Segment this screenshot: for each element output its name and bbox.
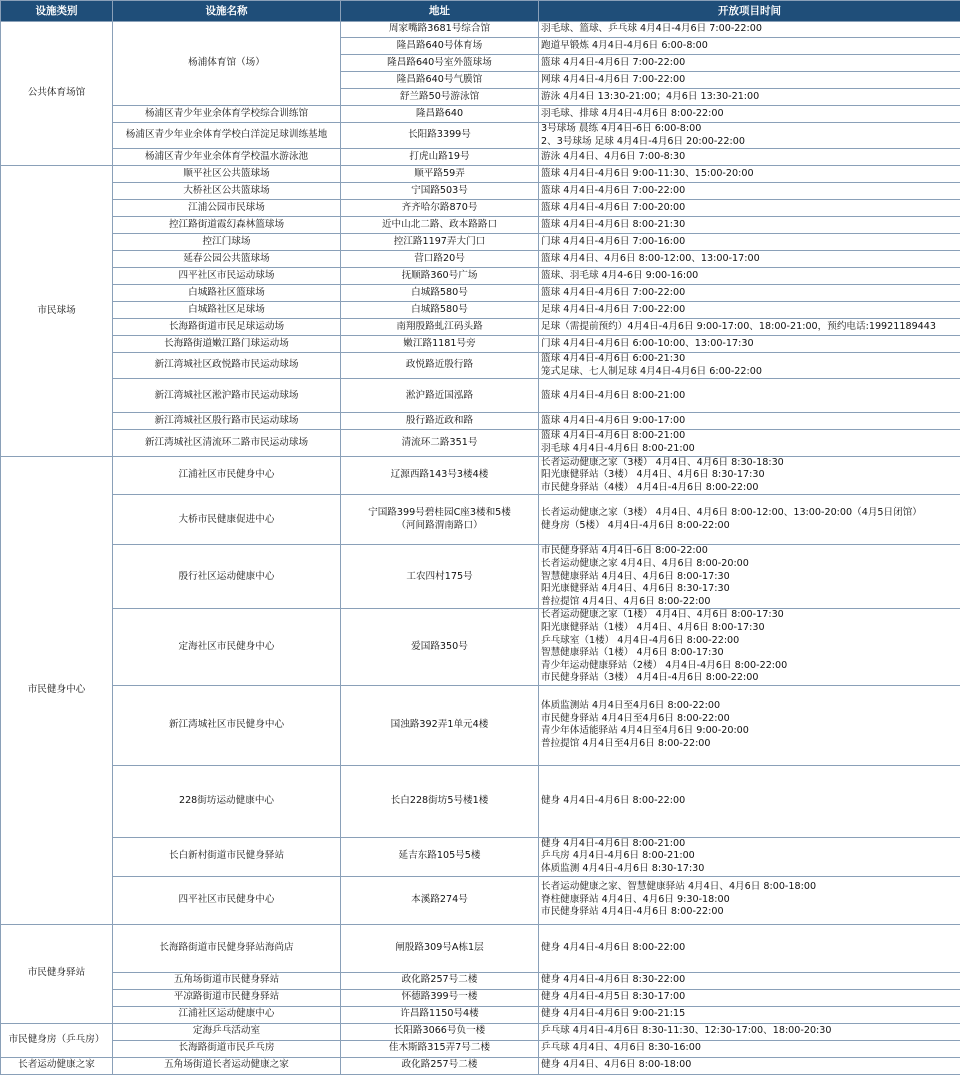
opening-hours-cell: 篮球 4月4日-4月6日 7:00-22:00 (539, 285, 960, 302)
address-cell: 延吉东路105号5楼 (341, 837, 539, 876)
opening-hours-cell: 游泳 4月4日 13:30-21:00；4月6日 13:30-21:00 (539, 89, 960, 106)
opening-hours-cell: 门球 4月4日-4月6日 6:00-10:00、13:00-17:30 (539, 336, 960, 353)
table-row (1, 545, 960, 609)
opening-hours-cell: 健身 4月4日、4月6日 8:00-18:00 (539, 1057, 960, 1074)
table-row (1, 924, 960, 972)
category-cell: 市民球场 (1, 166, 113, 456)
opening-hours-cell: 羽毛球、排球 4月4日-4月6日 8:00-22:00 (539, 106, 960, 123)
table-row (1, 22, 960, 38)
facility-name-cell: 白城路社区足球场 (113, 302, 341, 319)
opening-hours-cell: 长者运动健康之家、智慧健康驿站 4月4日、4月6日 8:00-18:00 脊柱健康驿站 4月4日、4月6日 9:30-18:00 市民健身驿站 4月4日-4月6日 8:00-22:00 (539, 876, 960, 924)
table-row (1, 379, 960, 413)
address-cell: 嫩江路1181号旁 (341, 336, 539, 353)
category-cell: 公共体育场馆 (1, 22, 113, 166)
address-cell: 宁国路399号碧桂园C座3楼和5楼 （河间路渭南路口） (341, 495, 539, 545)
table-row (1, 251, 960, 268)
table-row (1, 413, 960, 430)
opening-hours-cell: 羽毛球、篮球、乒乓球 4月4日-4月6日 7:00-22:00 (539, 22, 960, 38)
address-cell: 清流环二路351号 (341, 430, 539, 456)
opening-hours-cell: 篮球 4月4日、4月6日 8:00-12:00、13:00-17:00 (539, 251, 960, 268)
table-row (1, 183, 960, 200)
table-row (1, 106, 960, 123)
facility-name-cell: 平凉路街道市民健身驿站 (113, 989, 341, 1006)
facility-name-cell: 四平社区市民运动球场 (113, 268, 341, 285)
table-row (1, 989, 960, 1006)
opening-hours-cell: 篮球 4月4日-4月6日 7:00-22:00 (539, 183, 960, 200)
address-cell: 本溪路274号 (341, 876, 539, 924)
facility-name-cell: 长海路街道市民健身驿站海尚店 (113, 924, 341, 972)
facility-name-cell: 大桥市民健康促进中心 (113, 495, 341, 545)
address-cell: 近中山北二路、政本路路口 (341, 217, 539, 234)
address-cell: 顺平路59弄 (341, 166, 539, 183)
address-cell: 爱国路350号 (341, 609, 539, 686)
address-cell: 打虎山路19号 (341, 149, 539, 166)
category-cell: 市民健身房（乒乓房） (1, 1023, 113, 1057)
table-row (1, 200, 960, 217)
facility-name-cell: 江浦社区运动健康中心 (113, 1006, 341, 1023)
opening-hours-cell: 网球 4月4日-4月6日 7:00-22:00 (539, 72, 960, 89)
address-cell: 白城路580号 (341, 302, 539, 319)
opening-hours-cell: 健身 4月4日-4月6日 8:00-21:00 乒乓房 4月4日-4月6日 8:00-21:00 体质监测 4月4日-4月6日 8:30-17:30 (539, 837, 960, 876)
facility-name-cell: 长白新村街道市民健身驿站 (113, 837, 341, 876)
table-row (1, 353, 960, 379)
address-cell: 白城路580号 (341, 285, 539, 302)
table-row (1, 876, 960, 924)
address-cell: 政悦路近殷行路 (341, 353, 539, 379)
facility-name-cell: 控江路街道霞幻森林篮球场 (113, 217, 341, 234)
facility-name-cell: 新江湾城社区殷行路市民运动球场 (113, 413, 341, 430)
opening-hours-cell: 篮球 4月4日-4月6日 9:00-11:30、15:00-20:00 (539, 166, 960, 183)
address-cell: 怀德路399号一楼 (341, 989, 539, 1006)
address-cell: 政化路257号二楼 (341, 1057, 539, 1074)
header-facility-name: 设施名称 (113, 1, 341, 22)
table-body (1, 22, 960, 1075)
table-row (1, 495, 960, 545)
opening-hours-cell: 健身 4月4日-4月6日 8:00-22:00 (539, 924, 960, 972)
table-row (1, 319, 960, 336)
facility-name-cell: 五角场街道市民健身驿站 (113, 972, 341, 989)
opening-hours-cell: 市民健身驿站 4月4日-6日 8:00-22:00 长者运动健康之家 4月4日、4月6日 8:00-20:00 智慧健康驿站 4月4日、4月6日 8:00-17:30 阳光康健驿站 4月4日、4月6日 8:30-17:30 普拉提馆 4月4日、4月6日 8:00-22:00 (539, 545, 960, 609)
facility-name-cell: 长海路街道嫩江路门球运动场 (113, 336, 341, 353)
facility-name-cell: 控江门球场 (113, 234, 341, 251)
category-cell: 市民健身中心 (1, 456, 113, 924)
address-cell: 长阳路3399号 (341, 123, 539, 149)
facility-name-cell: 杨浦区青少年业余体育学校综合训练馆 (113, 106, 341, 123)
facility-name-cell: 228街坊运动健康中心 (113, 765, 341, 837)
opening-hours-cell: 健身 4月4日-4月6日 8:30-22:00 (539, 972, 960, 989)
header-category: 设施类别 (1, 1, 113, 22)
opening-hours-cell: 乒乓球 4月4日、4月6日 8:30-16:00 (539, 1040, 960, 1057)
address-cell: 长白228街坊5号楼1楼 (341, 765, 539, 837)
header-address: 地址 (341, 1, 539, 22)
opening-hours-cell: 门球 4月4日-4月6日 7:00-16:00 (539, 234, 960, 251)
address-cell: 隆昌路640号体育场 (341, 38, 539, 55)
table-row (1, 336, 960, 353)
address-cell: 南翔殷路虬江码头路 (341, 319, 539, 336)
opening-hours-cell: 乒乓球 4月4日-4月6日 8:30-11:30、12:30-17:00、18:00-20:30 (539, 1023, 960, 1040)
facility-name-cell: 新江湾城社区淞沪路市民运动球场 (113, 379, 341, 413)
opening-hours-cell: 跑道早锻炼 4月4日-4月6日 6:00-8:00 (539, 38, 960, 55)
table-row (1, 217, 960, 234)
address-cell: 抚顺路360号广场 (341, 268, 539, 285)
table-row (1, 456, 960, 495)
table-row (1, 166, 960, 183)
table-row (1, 430, 960, 456)
opening-hours-cell: 健身 4月4日-4月6日 8:00-22:00 (539, 765, 960, 837)
facility-name-cell: 新江湾城社区市民健身中心 (113, 685, 341, 765)
address-cell: 宁国路503号 (341, 183, 539, 200)
address-cell: 隆昌路640号室外篮球场 (341, 55, 539, 72)
address-cell: 舒兰路50号游泳馆 (341, 89, 539, 106)
table-row (1, 1040, 960, 1057)
table-row (1, 123, 960, 149)
opening-hours-cell: 长者运动健康之家（3楼） 4月4日、4月6日 8:00-12:00、13:00-20:00（4月5日闭馆） 健身房（5楼） 4月4日-4月6日 8:00-22:00 (539, 495, 960, 545)
opening-hours-cell: 篮球 4月4日-4月6日 6:00-21:30 笼式足球、七人制足球 4月4日-4月6日 6:00-22:00 (539, 353, 960, 379)
facility-name-cell: 新江湾城社区政悦路市民运动球场 (113, 353, 341, 379)
opening-hours-cell: 游泳 4月4日、4月6日 7:00-8:30 (539, 149, 960, 166)
category-cell: 市民健身驿站 (1, 924, 113, 1023)
address-cell: 齐齐哈尔路870号 (341, 200, 539, 217)
table-row (1, 302, 960, 319)
opening-hours-cell: 体质监测站 4月4日至4月6日 8:00-22:00 市民健身驿站 4月4日至4月6日 8:00-22:00 青少年体适能驿站 4月4日至4月6日 9:00-20:00 普拉提馆 4月4日至4月6日 8:00-22:00 (539, 685, 960, 765)
address-cell: 淞沪路近国泓路 (341, 379, 539, 413)
address-cell: 殷行路近政和路 (341, 413, 539, 430)
header-opening-hours: 开放项目时间 (539, 1, 960, 22)
facility-name-cell: 白城路社区篮球场 (113, 285, 341, 302)
opening-hours-cell: 篮球 4月4日-4月6日 8:00-21:30 (539, 217, 960, 234)
table-row (1, 1057, 960, 1074)
address-cell: 闸殷路309号A栋1层 (341, 924, 539, 972)
facility-name-cell: 江浦社区市民健身中心 (113, 456, 341, 495)
address-cell: 营口路20号 (341, 251, 539, 268)
address-cell: 国浊路392弄1单元4楼 (341, 685, 539, 765)
table-row (1, 685, 960, 765)
address-cell: 长阳路3066号负一楼 (341, 1023, 539, 1040)
category-cell: 长者运动健康之家 (1, 1057, 113, 1074)
address-cell: 辽源西路143号3楼4楼 (341, 456, 539, 495)
facility-name-cell: 定海社区市民健身中心 (113, 609, 341, 686)
address-cell: 隆昌路640 (341, 106, 539, 123)
facility-name-cell: 五角场街道长者运动健康之家 (113, 1057, 341, 1074)
facility-name-cell: 长海路街道市民乒乓房 (113, 1040, 341, 1057)
opening-hours-cell: 长者运动健康之家（1楼） 4月4日、4月6日 8:00-17:30 阳光康健驿站（1楼） 4月4日、4月6日 8:00-17:30 乒乓球室（1楼） 4月4日-4月6日 8:00-22:00 智慧健康驿站（1楼） 4月6日 8:00-17:30 青少年运动健康驿站（2楼） 4月4日-4月6日 8:00-22:00 市民健身驿站（3楼） 4月4日-4月6日 8:00-22:00 (539, 609, 960, 686)
address-cell: 工农四村175号 (341, 545, 539, 609)
facility-name-cell: 长海路街道市民足球运动场 (113, 319, 341, 336)
address-cell: 控江路1197弄大门口 (341, 234, 539, 251)
facility-name-cell: 新江湾城社区清流环二路市民运动球场 (113, 430, 341, 456)
address-cell: 周家嘴路3681号综合馆 (341, 22, 539, 38)
table-row (1, 1023, 960, 1040)
table-row (1, 234, 960, 251)
address-cell: 许昌路1150号4楼 (341, 1006, 539, 1023)
table-row (1, 765, 960, 837)
facility-name-cell: 杨浦区青少年业余体育学校白洋淀足球训练基地 (113, 123, 341, 149)
opening-hours-cell: 长者运动健康之家（3楼） 4月4日、4月6日 8:30-18:30 阳光康健驿站（3楼） 4月4日、4月6日 8:30-17:30 市民健身驿站（4楼） 4月4日-4月6日 8:00-22:00 (539, 456, 960, 495)
opening-hours-cell: 篮球 4月4日-4月6日 7:00-22:00 (539, 55, 960, 72)
table-row (1, 285, 960, 302)
opening-hours-cell: 篮球 4月4日-4月6日 8:00-21:00 羽毛球 4月4日-4月6日 8:00-21:00 (539, 430, 960, 456)
opening-hours-cell: 足球（需提前预约）4月4日-4月6日 9:00-17:00、18:00-21:00，预约电话:19921189443 (539, 319, 960, 336)
facility-name-cell: 顺平社区公共篮球场 (113, 166, 341, 183)
opening-hours-cell: 足球 4月4日-4月6日 7:00-22:00 (539, 302, 960, 319)
table-row (1, 268, 960, 285)
opening-hours-cell: 篮球、羽毛球 4月4-6日 9:00-16:00 (539, 268, 960, 285)
opening-hours-cell: 篮球 4月4日-4月6日 7:00-20:00 (539, 200, 960, 217)
facility-name-cell: 大桥社区公共篮球场 (113, 183, 341, 200)
table-row (1, 837, 960, 876)
table-row (1, 1006, 960, 1023)
facility-name-cell: 四平社区市民健身中心 (113, 876, 341, 924)
facility-name-cell: 江浦公园市民球场 (113, 200, 341, 217)
table-row (1, 609, 960, 686)
facility-name-cell: 杨浦区青少年业余体育学校温水游泳池 (113, 149, 341, 166)
table-row (1, 149, 960, 166)
address-cell: 政化路257号二楼 (341, 972, 539, 989)
opening-hours-cell: 健身 4月4日-4月5日 8:30-17:00 (539, 989, 960, 1006)
address-cell: 佳木斯路315弄7号二楼 (341, 1040, 539, 1057)
facility-name-cell: 杨浦体育馆（场） (113, 22, 341, 106)
address-cell: 隆昌路640号气膜馆 (341, 72, 539, 89)
header-row (1, 1, 960, 22)
table-row (1, 972, 960, 989)
opening-hours-cell: 篮球 4月4日-4月6日 9:00-17:00 (539, 413, 960, 430)
facility-name-cell: 殷行社区运动健康中心 (113, 545, 341, 609)
opening-hours-cell: 健身 4月4日-4月6日 9:00-21:15 (539, 1006, 960, 1023)
facility-name-cell: 延春公园公共篮球场 (113, 251, 341, 268)
opening-hours-cell: 3号球场 晨练 4月4日-6日 6:00-8:00 2、3号球场 足球 4月4日-4月6日 20:00-22:00 (539, 123, 960, 149)
facility-name-cell: 定海乒乓活动室 (113, 1023, 341, 1040)
opening-hours-cell: 篮球 4月4日-4月6日 8:00-21:00 (539, 379, 960, 413)
